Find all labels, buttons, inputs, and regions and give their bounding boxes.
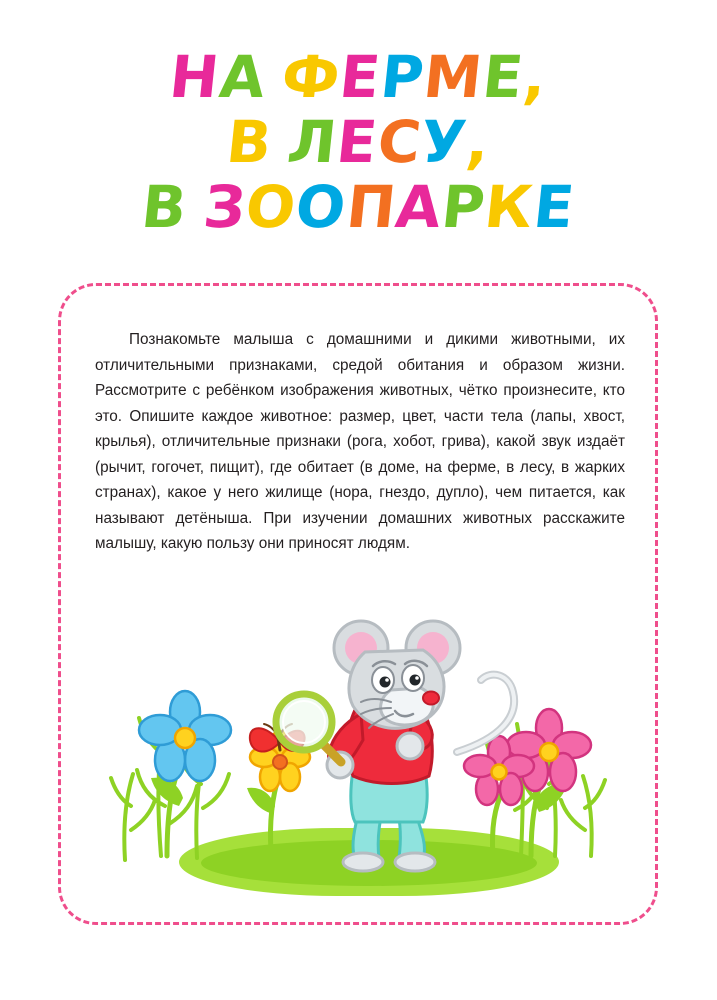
title-letter: С (374, 108, 425, 176)
content-card (58, 283, 658, 925)
title-letter: Н (166, 43, 224, 111)
title-line-3 (0, 173, 717, 241)
title-letter: З (200, 173, 250, 241)
title-letter: , (463, 108, 494, 176)
title-letter: Р (377, 43, 428, 111)
title-letter: О (292, 173, 351, 241)
instruction-paragraph: Познакомьте малыша с домашними и дикими животными, их отличительными признаками, средой обитания и образом жизни. Рассмотрите с ребёнком изображения животных, чётко произнесите, кто это. Опишите каждое животное: размер, цвет, части тела (лапы, хвост, крылья), отличительные признаки (рога, хобот, грива), какой звук издаёт (рычит, гогочет, пищит), где обитает (в доме, на ферме, в лесу, в жарких странах), какое у него жилище (нора, гнездо, дупло), чем питается, как называют детёныша. При изучении домашних животных расскажите малышу, какую пользу они приносят людям. (95, 331, 625, 553)
content-card-inner (61, 286, 655, 922)
title-letter: У (417, 108, 471, 176)
mouse-character (276, 621, 514, 871)
title-letter: П (342, 173, 400, 241)
title-letter: Е (336, 43, 385, 111)
title-letter: Л (284, 108, 341, 176)
illustration-svg (61, 556, 655, 916)
title-letter: О (242, 173, 300, 241)
title-letter: А (216, 43, 270, 111)
title-letter: М (420, 43, 487, 111)
title-letter: В (138, 173, 192, 241)
title-letter: Е (479, 43, 528, 111)
title-letter: Е (333, 108, 382, 176)
title-letter: К (481, 173, 538, 241)
title-line-1 (0, 43, 717, 111)
title-letter: Ф (278, 43, 344, 111)
flower-blue (139, 691, 231, 856)
title-letter: , (520, 43, 551, 111)
page-title (0, 43, 717, 241)
title-letter: Е (530, 173, 579, 241)
illustration (61, 556, 655, 916)
title-line-2 (0, 108, 717, 176)
title-letter: Р (438, 173, 490, 241)
title-letter: А (392, 173, 446, 241)
title-letter: В (223, 108, 276, 176)
